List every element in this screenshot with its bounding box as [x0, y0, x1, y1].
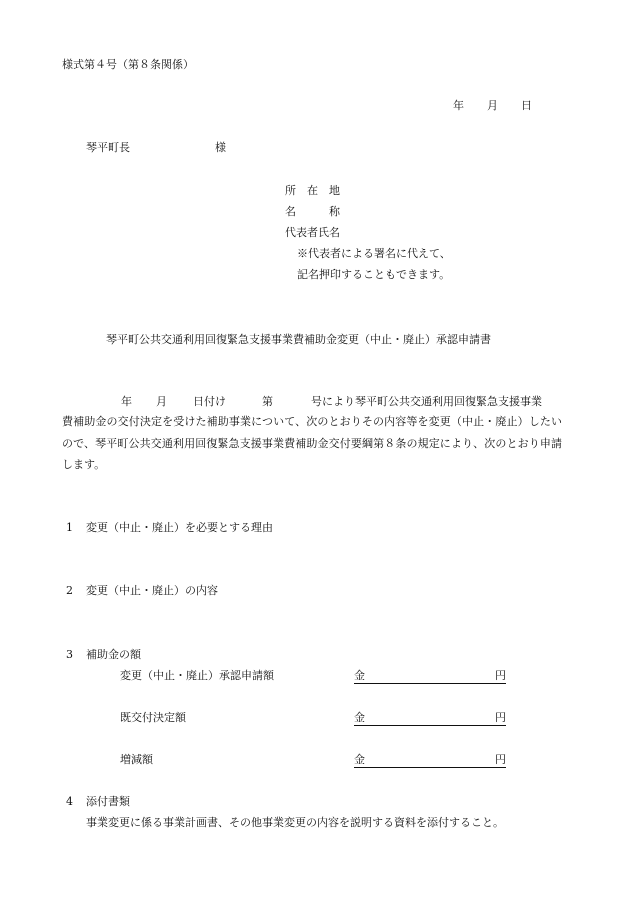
amount-prefix: 金 — [354, 753, 365, 766]
amount-label-requested: 変更（中止・廃止）承認申請額 — [120, 669, 274, 682]
section-2-label: 変更（中止・廃止）の内容 — [86, 584, 218, 597]
representative-label: 代表者氏名 — [285, 226, 340, 239]
amount-prefix: 金 — [354, 669, 365, 682]
section-1-label: 変更（中止・廃止）を必要とする理由 — [86, 521, 273, 534]
intro-year: 年 — [121, 395, 132, 408]
address-label: 所 在 地 — [285, 184, 340, 197]
date-day: 日 — [521, 99, 532, 112]
amount-unit: 円 — [495, 753, 506, 766]
intro-month: 月 — [156, 395, 167, 408]
amount-unit: 円 — [495, 669, 506, 682]
form-number: 様式第４号（第８条関係） — [62, 58, 194, 71]
date-month: 月 — [487, 99, 498, 112]
section-4-label: 添付書類 — [86, 795, 130, 808]
amount-decided-field — [354, 711, 506, 726]
addressee-name: 琴平町長 — [86, 141, 130, 154]
section-2-number: 2 — [66, 584, 73, 597]
amount-prefix: 金 — [354, 711, 365, 724]
intro-paragraph: 費補助金の交付決定を受けた補助事業について、次のとおりその内容等を変更（中止・廃止）したいので、琴平町公共交通利用回復緊急支援事業費補助金交付要綱第８条の規定により、次のとおり申請します。 — [62, 415, 562, 471]
document-title: 琴平町公共交通利用回復緊急支援事業費補助金変更（中止・廃止）承認申請書 — [106, 333, 491, 346]
section-4-number: 4 — [66, 795, 73, 808]
section-1-number: 1 — [66, 521, 73, 534]
section-3-label: 補助金の額 — [86, 648, 141, 661]
signature-note-line2: 記名押印することもできます。 — [297, 268, 451, 281]
amount-unit: 円 — [495, 711, 506, 724]
intro-rest-line1: 号により琴平町公共交通利用回復緊急支援事業 — [311, 395, 542, 408]
name-label: 名 称 — [285, 205, 340, 218]
amount-requested-field — [354, 669, 506, 684]
date-year: 年 — [453, 99, 464, 112]
intro-no: 第 — [262, 395, 273, 408]
intro-dated: 日付け — [193, 395, 226, 408]
amount-difference-field — [354, 753, 506, 768]
addressee-honorific: 様 — [215, 141, 226, 154]
amount-label-decided: 既交付決定額 — [120, 711, 186, 724]
amount-label-difference: 増減額 — [120, 753, 153, 766]
signature-note-line1: ※代表者による署名に代えて、 — [297, 247, 451, 260]
attachments-text: 事業変更に係る事業計画書、その他事業変更の内容を説明する資料を添付すること。 — [86, 816, 504, 829]
section-3-number: 3 — [66, 648, 73, 661]
